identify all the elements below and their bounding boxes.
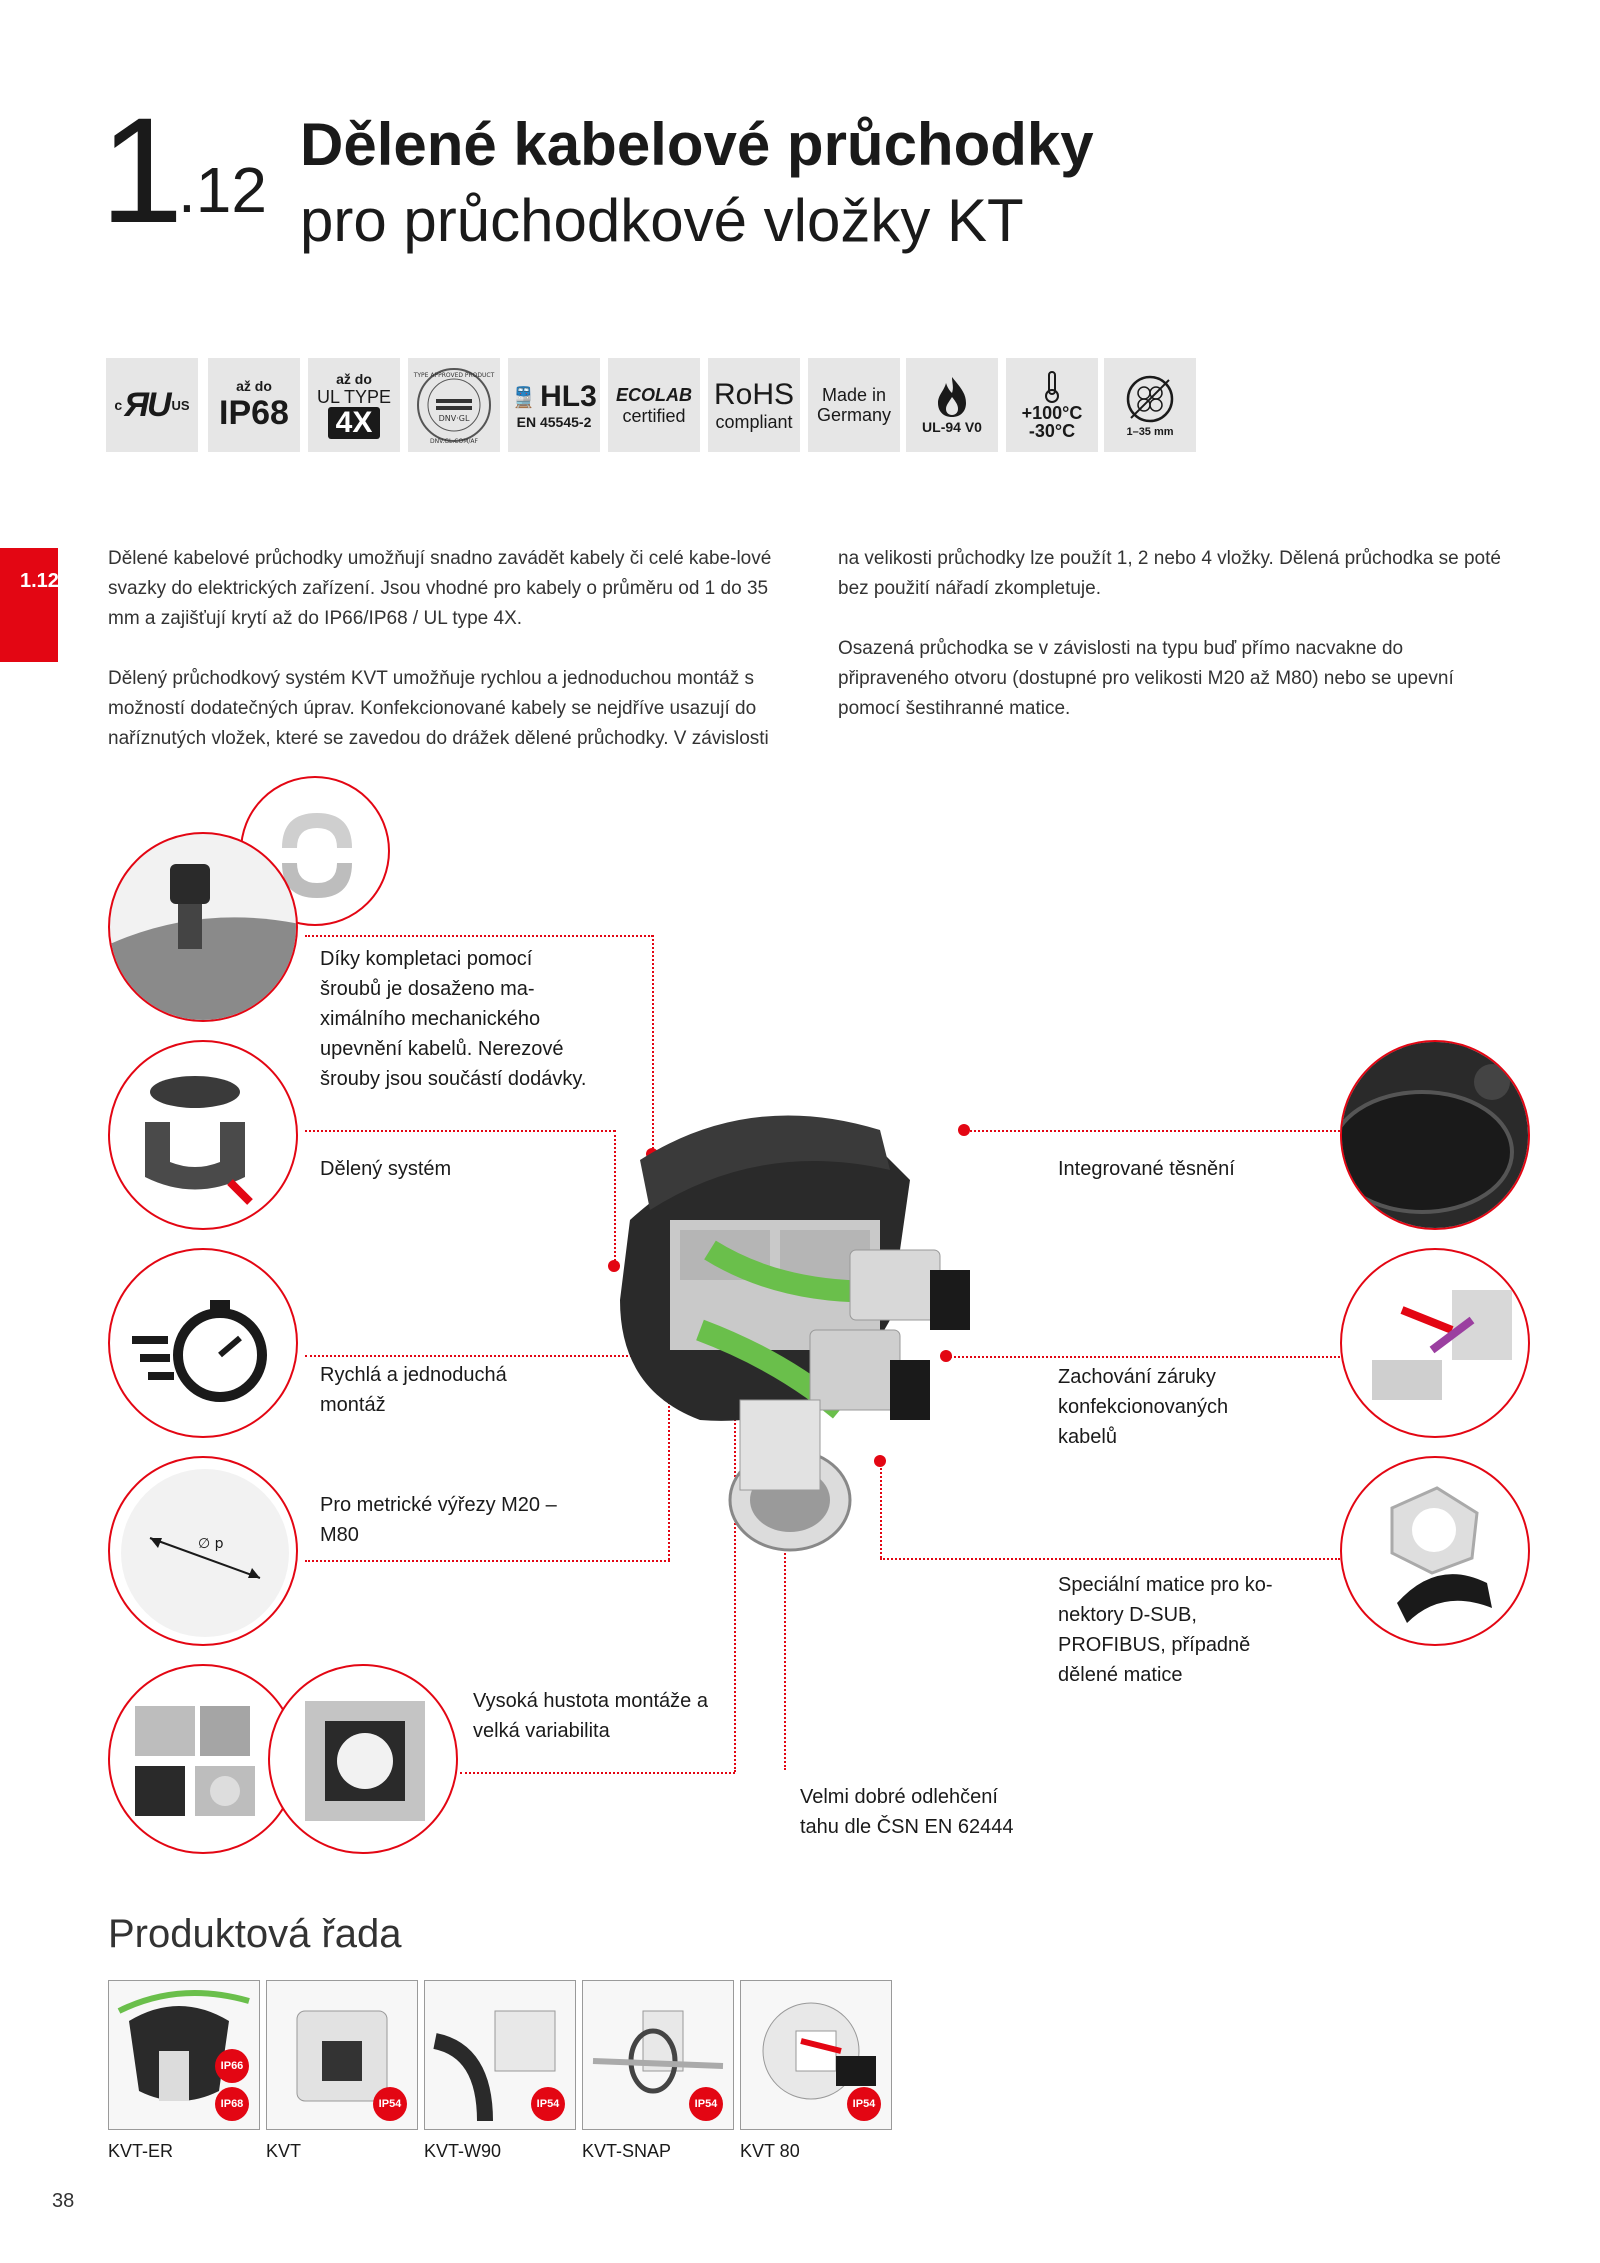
metric-cutout-circle [108, 1456, 298, 1646]
product-card-kvt-80[interactable] [740, 1980, 892, 2130]
ul-type-badge: až do UL TYPE 4X [308, 358, 400, 452]
product-card-kvt-w90[interactable] [424, 1980, 576, 2130]
train-icon: 🚆 [511, 386, 537, 409]
callout-warranty: Zachování záruky konfekcionovaných kabelů [1058, 1366, 1229, 1448]
screw-image [110, 834, 298, 1022]
section-number: 1 [100, 86, 178, 254]
quick-assembly-circle [108, 1248, 298, 1438]
seal-image [1342, 1042, 1530, 1230]
ip-badge: IP68 [215, 2087, 249, 2121]
diameter-icon [110, 1458, 298, 1646]
ip-rating-badge: až do IP68 [208, 358, 300, 452]
cable-gland-product-image [590, 1100, 1050, 1580]
svg-text:∅ p: ∅ p [198, 1536, 224, 1552]
callout-metric: Pro metrické výřezy M20 – M80 [320, 1494, 557, 1546]
product-label-kvt-snap: KVT-SNAP [582, 2141, 672, 2161]
connector-split-h [305, 1130, 615, 1132]
product-card-kvt[interactable] [266, 1980, 418, 2130]
stopwatch-icon [110, 1250, 298, 1438]
ul-listed-badge: c ЯU US [106, 358, 198, 452]
seal-circle [1340, 1040, 1530, 1230]
ip-badge: IP54 [373, 2087, 407, 2121]
warranty-circle [1340, 1248, 1530, 1438]
callout-seal: Integrované těsnění [1058, 1158, 1235, 1180]
product-card-kvt-er[interactable] [108, 1980, 260, 2130]
split-system-circle [108, 1040, 298, 1230]
page-title: Dělené kabelové průchodky [300, 111, 1094, 178]
product-range-heading: Produktová řada [108, 1912, 402, 1956]
intro-paragraph-1: Dělené kabelové průchodky umožňují snadno zavádět kabely či celé kabe-lové svazky do elektrických zařízení. Jsou vhodné pro kabely o průměru od 1 do 35 mm a zajišťují krytí až do IP66/IP68 / UL type 4X. [108, 548, 772, 629]
frame-circle [268, 1664, 458, 1854]
rohs-badge: RoHS compliant [708, 358, 800, 452]
thermometer-icon [1042, 370, 1062, 404]
product-label-kvt-w90: KVT-W90 [424, 2141, 502, 2161]
connector-density-h [460, 1772, 735, 1774]
product-label-kvt-er: KVT-ER [108, 2141, 174, 2161]
callout-strain-relief: Velmi dobré odlehčení tahu dle ČSN EN 62444 [800, 1786, 1014, 1838]
callout-split-system: Dělený systém [320, 1158, 452, 1180]
dnv-gl-seal-icon [412, 363, 496, 447]
ip-badge: IP66 [215, 2049, 249, 2083]
callout-quick-assembly: Rychlá a jednoduchá montáž [320, 1364, 507, 1416]
page-subtitle: pro průchodkové vložky KT [300, 187, 1024, 254]
screws-circle [108, 832, 298, 1022]
chapter-tab: 1.12 [0, 548, 58, 662]
nut-image [1342, 1458, 1530, 1646]
svg-text:TYPE APPROVED PRODUCT: TYPE APPROVED PRODUCT [413, 372, 495, 379]
ul94-badge: UL-94 V0 [906, 358, 998, 452]
ul-logo: ЯU [124, 385, 170, 424]
ip-badge: IP54 [689, 2087, 723, 2121]
ecolab-badge: ECOLAB certified [608, 358, 700, 452]
split-system-image [110, 1042, 298, 1230]
intro-paragraph-3: na velikosti průchodky lze použít 1, 2 nebo 4 vložky. Dělená průchodka se poté bez použití nářadí zkompletuje. [838, 548, 1501, 599]
callout-density: Vysoká hustota montáže a velká variabilita [473, 1690, 708, 1742]
ip-badge: IP54 [531, 2087, 565, 2121]
flame-icon [932, 375, 972, 419]
dnv-gl-badge [408, 358, 500, 452]
intro-paragraph-4: Osazená průchodka se v závislosti na typu buď přímo nacvakne do připraveného otvoru (dostupné pro velikosti M20 až M80) nebo se upevní pomocí šestihranné matice. [838, 638, 1454, 719]
warranty-image [1342, 1250, 1530, 1438]
product-card-kvt-snap[interactable] [582, 1980, 734, 2130]
intro-paragraph-2: Dělený průchodkový systém KVT umožňuje rychlou a jednoduchou montáž s možností dodatečných úprav. Konfekcionované kabely se nejdříve usazují do naříznutých vložek, které se zavedou do drážek dělené průchodky. V závislosti [108, 668, 769, 749]
special-nut-circle [1340, 1456, 1530, 1646]
made-in-germany-badge: Made in Germany [808, 358, 900, 452]
hl3-badge: 🚆 HL3 EN 45545-2 [508, 358, 600, 452]
svg-text:DNV·GL: DNV·GL [438, 414, 470, 423]
callout-special-nut: Speciální matice pro ko-nektory D-SUB, PROFIBUS, případně dělené matice [1058, 1574, 1273, 1686]
temperature-badge: +100°C -30°C [1006, 358, 1098, 452]
svg-text:DNV.GL.COM/AF: DNV.GL.COM/AF [430, 438, 478, 445]
ip-badge: IP54 [847, 2087, 881, 2121]
cable-range-badge: 1–35 mm [1104, 358, 1196, 452]
cable-bundle-icon [1123, 372, 1177, 426]
callout-screws: Díky kompletaci pomocí šroubů je dosaženo ma-ximálního mechanického upevnění kabelů. Nerezové šrouby jsou součástí dodávky. [320, 948, 587, 1090]
page-number: 38 [52, 2190, 75, 2212]
product-label-kvt-80: KVT 80 [740, 2141, 800, 2161]
connector-screws-h [305, 935, 653, 937]
section-subnumber: .12 [178, 154, 267, 226]
frame-image [270, 1666, 458, 1854]
product-label-kvt: KVT [266, 2141, 302, 2161]
